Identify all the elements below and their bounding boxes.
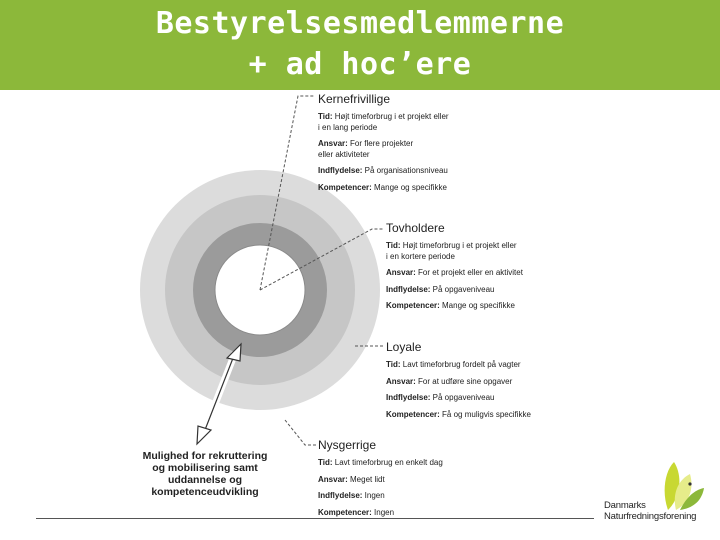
volunteer-circles-diagram [140,90,580,520]
level-line: Kompetencer: Få og muligvis specifikke [386,409,531,419]
side-note-recruitment: Mulighed for rekruttering og mobilisering samt uddannelse og kompetenceudvikling [142,450,268,498]
level-loyale [386,340,531,420]
level-title: Loyale [386,340,422,354]
level-line: Tid: Lavt timeforbrug fordelt på vagter [386,360,521,369]
level-line: Tid: Højt timeforbrug i et projekt eller [386,241,517,250]
level-title: Nysgerrige [318,438,377,452]
level-line: Kompetencer: Mange og specifikke [318,182,447,192]
level-line: i en kortere periode [386,251,455,261]
level-line: Tid: Højt timeforbrug i et projekt eller [318,112,449,121]
level-line: Kompetencer: Ingen [318,507,395,517]
level-line: Tid: Lavt timeforbrug en enkelt dag [318,458,443,467]
level-line: i en lang periode [318,122,378,132]
title-bar [0,0,720,90]
level-line: Indflydelse: På opgaveniveau [386,393,495,402]
level-kernefrivillige [318,92,449,193]
level-line: Ansvar: For et projekt eller en aktivitet [386,268,523,277]
level-line: eller aktiviteter [318,149,370,159]
slide-title-line-1: Bestyrelsesmedlemmerne [155,6,565,41]
level-line: Kompetencer: Mange og specifikke [386,301,515,310]
slide-title-line-2: + ad hoc’ere [248,47,472,82]
dn-logo-text: Danmarks Naturfredningsforening [604,500,697,522]
leader-nysgerrige [285,420,316,445]
level-line: Indflydelse: På organisationsniveau [318,166,448,175]
level-line: Ansvar: Meget lidt [318,474,385,484]
level-line: Ansvar: For at udføre sine opgaver [386,376,513,386]
footer-divider [36,518,594,519]
level-tovholdere [386,221,523,312]
level-line: Indflydelse: På opgaveniveau [386,284,495,294]
level-title: Tovholdere [386,221,445,235]
level-nysgerrige [318,438,443,518]
level-title: Kernefrivillige [318,92,391,106]
level-line: Indflydelse: Ingen [318,491,385,500]
level-line: Ansvar: For flere projekter [318,139,414,148]
